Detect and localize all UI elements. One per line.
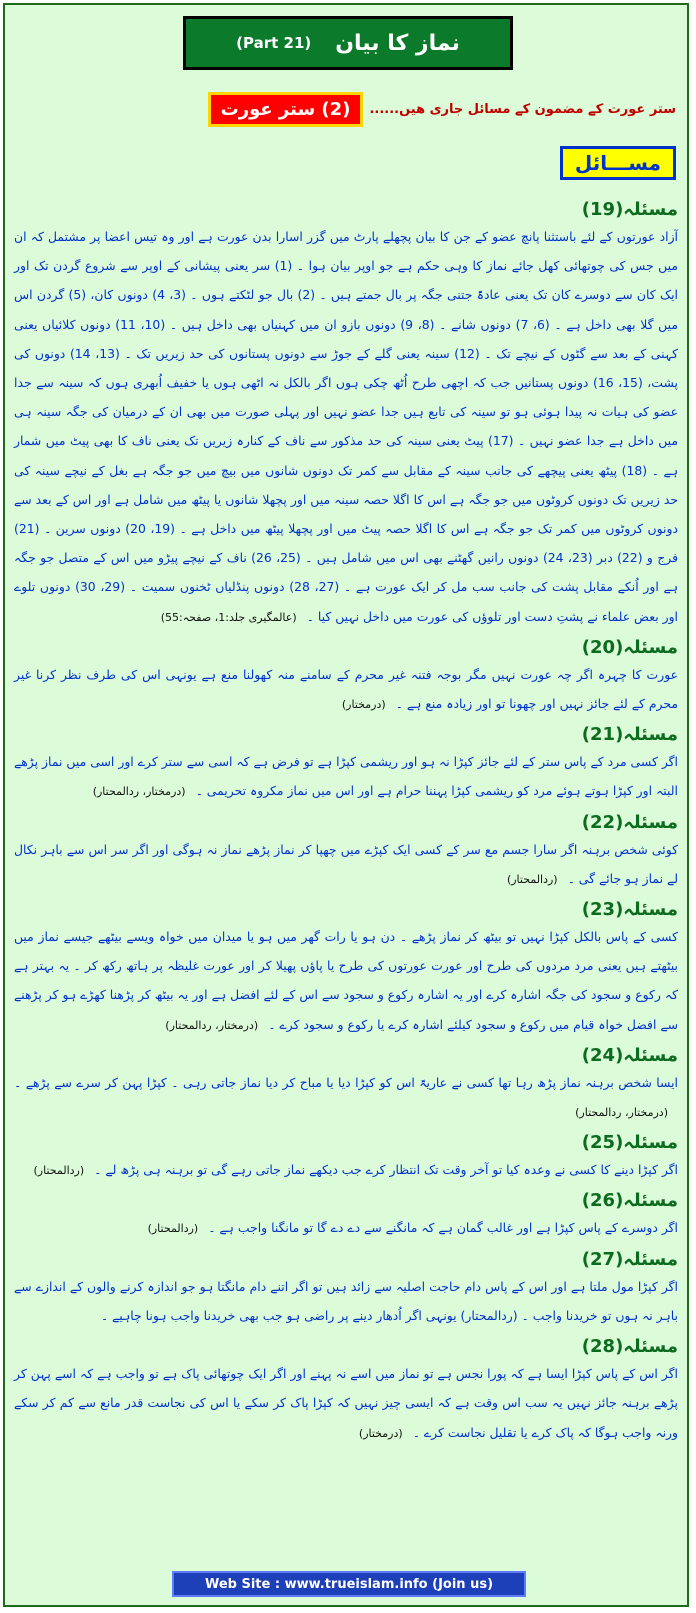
masala-heading: مسئلہ(27): [581, 1248, 678, 1270]
masala-text: [14, 1359, 678, 1448]
masala-heading: مسئلہ(25): [581, 1132, 678, 1154]
website-link[interactable]: Web Site : www.trueislam.info (Join us): [172, 1571, 526, 1597]
masala-item: [14, 1131, 678, 1185]
masala-item: [14, 1189, 678, 1243]
title-part: (Part 21): [236, 34, 312, 52]
masala-reference: (ردالمحتار): [33, 1164, 85, 1178]
masala-text: [14, 1068, 678, 1127]
title-urdu: نماز کا بیان: [335, 30, 460, 56]
masala-body: عورت کا چہرہ اگر چہ عورت نہیں مگر بوجہ فتنہ غیر محرم کے سامنے منہ کھولنا منع ہے یونہی اس کی طرف نظر کرنا غیر محرم کے لئے جائز نہیں اور چھونا تو اور زیادہ منع ہے ۔: [14, 666, 678, 712]
masala-item: [14, 898, 678, 1040]
section-badge: (2) ستر عورت: [208, 92, 364, 127]
masala-body: کسی کے پاس بالکل کپڑا نہیں تو بیٹھ کر نماز پڑھے ۔ دن ہو یا رات گھر میں ہو یا میدان میں خواہ ویسے بیٹھے جیسے نماز میں بیٹھتے ہیں یعنی مرد مردوں کی طرح اور عورت عورتوں کی طرح یا پاؤں پھیلا کر اور عورت غلیظہ پر ہاتھ رکھ کر ۔ یہ بہتر ہے کہ رکوع و سجود کی جگہ اشارہ کرے اور یہ اشارہ رکوع و سجود سے اس کے لئے افضل ہے اور یہ بیٹھ کر پڑھنا کھڑے ہو کر پڑھنے سے افضل خواہ قیام میں رکوع و سجود کیلئے اشارہ کرے یا رکوع و سجود کرے ۔: [14, 929, 678, 1032]
masala-text: [14, 922, 678, 1040]
masala-item: [14, 198, 678, 632]
masala-text: [14, 660, 678, 719]
masala-text: [14, 222, 678, 632]
masala-heading: مسئلہ(21): [581, 724, 678, 746]
masala-text: [14, 1272, 678, 1331]
masala-body: اگر کسی مرد کے پاس ستر کے لئے جائز کپڑا نہ ہو اور ریشمی کپڑا ہے تو فرض ہے کہ اسی سے ستر کرے اور اسی میں نماز پڑھے البتہ اور کپڑا ہوتے ہوئے مرد کو ریشمی کپڑا پہننا حرام ہے اور اس میں نماز مکروہ تحریمی ۔: [14, 754, 678, 799]
masala-body: اگر کپڑا مول ملتا ہے اور اس کے پاس دام حاجت اصلیہ سے زائد ہیں تو اگر اتنے دام مانگتا ہو جو اندازہ کرنے والوں کے اندازے سے باہر نہ ہوں تو خریدنا واجب ۔ (ردالمحتار) یونہی اگر اُدھار دینے پر راضی ہو جب بھی خریدنا واجب ہونا چاہیے ۔: [14, 1278, 678, 1323]
masala-text: [14, 1213, 678, 1243]
masala-text: [14, 747, 678, 806]
masala-text: [14, 1155, 678, 1185]
masala-heading: مسئلہ(28): [581, 1336, 678, 1358]
masala-reference: (ردالمحتار): [147, 1222, 199, 1236]
masala-heading: مسئلہ(26): [581, 1190, 678, 1212]
masala-heading: مسئلہ(23): [581, 899, 678, 921]
masala-reference: (درمختار، ردالمحتار): [575, 1106, 668, 1120]
masala-body: ایسا شخص برہنہ نماز پڑھ رہا تھا کسی نے عاریۃً اس کو کپڑا دیا یا مباح کر دیا نماز جاتی رہی ۔ کپڑا پہن کر سرے سے پڑھے ۔: [14, 1074, 678, 1090]
masala-item: [14, 1335, 678, 1448]
section-subtitle: ستر عورت کے مضمون کے مسائل جاری ھیں......: [369, 102, 676, 117]
masala-reference: (ردالمحتار): [506, 872, 558, 886]
section-header: [208, 92, 676, 127]
masala-heading: مسئلہ(19): [581, 199, 678, 220]
masala-reference: (درمختار): [341, 698, 386, 712]
masala-body: آزاد عورتوں کے لئے باستثنا پانچ عضو کے جن کا بیان پچھلے پارٹ میں گزر اسارا بدن عورت ہے اور وہ تیس اعضا پر مشتمل کہ ان میں جس کی چوتھائی کھل جائے نماز کا وہی حکم ہے جو اوپر بیان ہوا ۔ (1) سر یعنی پیشانی کے اوپر سے شروع گردن تک اور ایک کان سے دوسرے کان تک یعنی عادۃً جتنی جگہ پر بال جمتے ہیں ۔ (2) بال جو لٹکتے ہوں ۔ (3، 4) دونوں کان، (5) گردن اس میں گلا بھی داخل ہے ۔ (6، 7) دونوں شانے ۔ (8، 9) دونوں بازو ان میں کہنیاں بھی داخل ہیں ۔ (10، 11) دونوں کلائیاں یعنی کہنی کے بعد سے گٹوں کے نیچے تک ۔ (12) سینہ یعنی گلے کے جوڑ سے دونوں پستانوں کی حد زیریں تک ۔ (13، 14) دونوں کی پشت، (15، 16) دونوں پستانیں جب کہ اچھی طرح اُٹھ چکی ہوں اگر بالکل نہ اٹھی ہوں یا خفیف اُبھری ہوں کہ سینہ سے جدا عضو کی ہیات نہ پیدا ہوئی ہو تو سینہ کی تابع ہیں جدا عضو نہیں اور پہلی صورت میں بھی ان کے درمیان کی جگہ سینہ ہی میں داخل ہے جدا عضو نہیں ۔ (17) پیٹ یعنی سینہ کی حد مذکور سے ناف کے کنارہ زیریں تک یعنی ناف کا بھی پیٹ میں شمار ہے ۔ (18) پیٹھ یعنی پیچھے کی جانب سینہ کے مقابل سے کمر تک دونوں شانوں میں بیچ میں جو جگہ ہے بغل کے نیچے سینہ کی حد زیریں تک دونوں کروٹوں میں جو جگہ ہے اس کا اگلا حصہ سینہ میں اور پچھلا شانوں یا پیٹھ میں شامل ہے اور اس کے بعد سے دونوں کروٹوں میں کمر تک جو جگہ ہے اس کا اگلا حصہ پیٹ میں اور پچھلا پیٹھ میں داخل ہے ۔ (19، 20) دونوں سرین ۔ (21) فرج و (22) دبر (23، 24) دونوں رانیں گھٹنے بھی اس میں شامل ہیں ۔ (25، 26) ناف کے نیچے پیڑو میں اس کے متصل جو جگہ ہے اور اُنکے مقابل پشت کی جانب سب مل کر ایک عورت ہے ۔ (27، 28) دونوں پنڈلیاں ٹخنوں سمیت ۔ (29، 30) دونوں تلوے اور بعض علماء نے پشتِ دست اور تلوؤں کی عورت میں داخل نہیں کیا ۔: [14, 229, 678, 624]
masala-item: [14, 636, 678, 719]
masala-reference: (درمختار، ردالمحتار): [165, 1018, 259, 1032]
masala-item: [14, 1044, 678, 1127]
masala-heading: مسئلہ(20): [581, 636, 678, 658]
masala-item: [14, 811, 678, 894]
masala-body: اگر کپڑا دینے کا کسی نے وعدہ کیا تو آخر وقت تک انتظار کرے جب دیکھے نماز جاتی رہے گی تو برہنہ ہی پڑھ لے ۔: [94, 1162, 678, 1178]
masala-heading: مسئلہ(24): [581, 1044, 678, 1066]
masala-item: [14, 723, 678, 806]
masail-label: مســـائل: [560, 146, 676, 180]
masala-reference: (درمختار): [358, 1426, 403, 1440]
masala-body: کوئی شخص برہنہ اگر سارا جسم مع سر کے کسی ایک کپڑے میں چھپا کر نماز پڑھے نماز نہ ہوگی اور اگر سر اس سے باہر نکال لے نماز ہو جائے گی ۔: [14, 841, 678, 886]
masala-reference: (درمختار، ردالمحتار): [92, 785, 186, 799]
masail-list: [14, 198, 678, 1452]
masala-text: [14, 835, 678, 894]
masala-body: اگر دوسرے کے پاس کپڑا ہے اور غالب گمان ہے کہ مانگنے سے دے دے گا تو مانگنا واجب ہے ۔: [208, 1220, 678, 1236]
masala-reference: (عالمگیری جلد:1، صفحہ:55): [160, 610, 297, 624]
masala-item: [14, 1248, 678, 1331]
masala-heading: مسئلہ(22): [581, 811, 678, 833]
page-title: [183, 16, 513, 70]
masala-body: اگر اس کے پاس کپڑا ایسا ہے کہ پورا نجس ہے تو نماز میں اسے نہ پہنے اور اگر ایک چوتھائی پاک ہے تو واجب ہے کہ اسے پہن کر پڑھے برہنہ جائز نہیں یہ سب اس وقت ہے کہ ایسی چیز نہیں کہ کپڑا پاک کر سکے یا اس کی نجاست قدر مانع سے کم کر سکے ورنہ واجب ہوگا کہ پاک کرے یا تقلیل نجاست کرے ۔: [14, 1366, 678, 1440]
